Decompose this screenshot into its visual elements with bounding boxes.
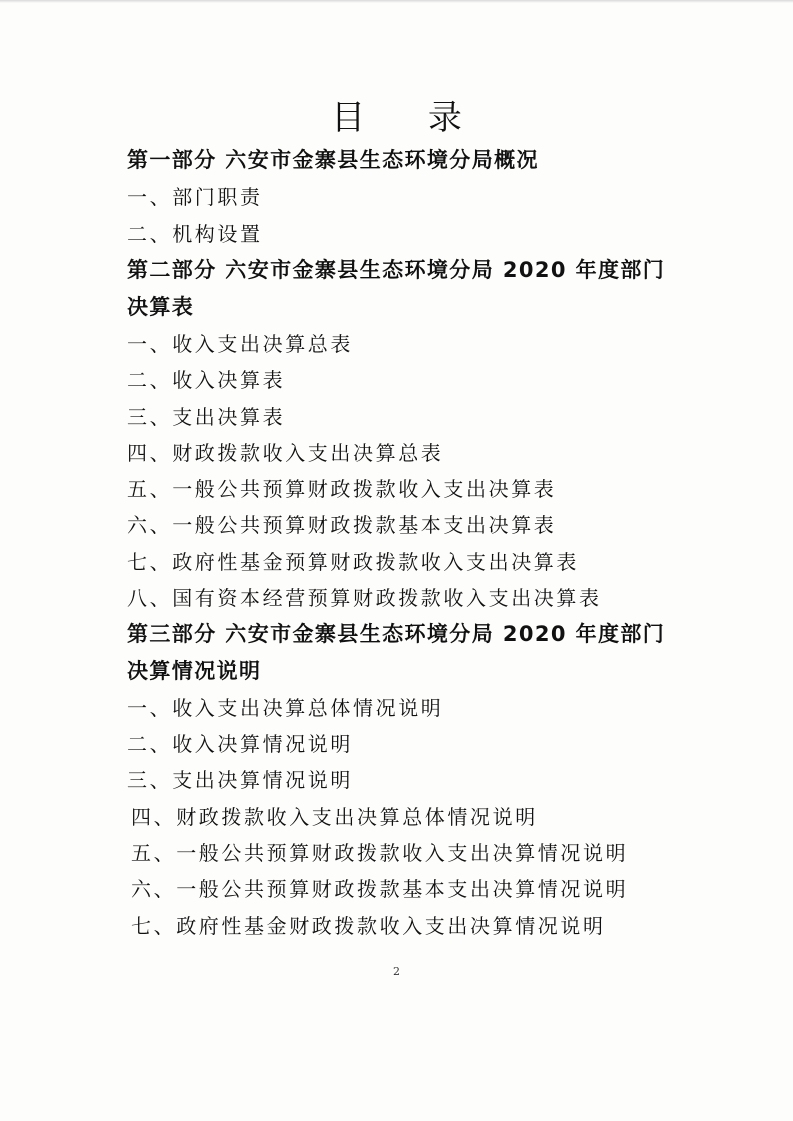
toc-item: 五、一般公共预算财政拨款收入支出决算表 [127, 477, 557, 501]
part-2-heading-continued: 决算表 [127, 295, 195, 319]
page-number: 2 [393, 965, 400, 978]
toc-item: 七、政府性基金财政拨款收入支出决算情况说明 [131, 914, 606, 938]
toc-item: 四、财政拨款收入支出决算总体情况说明 [131, 805, 538, 829]
part-3-heading: 第三部分 六安市金寨县生态环境分局 2020 年度部门 [127, 622, 666, 646]
toc-item: 四、财政拨款收入支出决算总表 [127, 441, 444, 465]
toc-item: 二、收入决算表 [127, 368, 286, 392]
toc-item: 三、支出决算表 [127, 405, 286, 429]
toc-item: 一、部门职责 [127, 185, 263, 209]
page-title: 目 录 [331, 98, 488, 138]
toc-item: 六、一般公共预算财政拨款基本支出决算表 [127, 513, 557, 537]
toc-item: 二、收入决算情况说明 [127, 732, 353, 756]
part-3-heading-continued: 决算情况说明 [127, 659, 262, 683]
part-2-heading: 第二部分 六安市金寨县生态环境分局 2020 年度部门 [127, 258, 666, 282]
toc-item: 五、一般公共预算财政拨款收入支出决算情况说明 [131, 841, 629, 865]
part-1-heading: 第一部分 六安市金寨县生态环境分局概况 [127, 148, 539, 172]
scan-edge [0, 0, 793, 3]
toc-item: 一、收入支出决算总表 [127, 332, 353, 356]
toc-item: 一、收入支出决算总体情况说明 [127, 696, 444, 720]
toc-item: 八、国有资本经营预算财政拨款收入支出决算表 [127, 586, 602, 610]
toc-item: 六、一般公共预算财政拨款基本支出决算情况说明 [131, 877, 629, 901]
toc-item: 二、机构设置 [127, 222, 263, 246]
toc-item: 七、政府性基金预算财政拨款收入支出决算表 [127, 550, 579, 574]
toc-item: 三、支出决算情况说明 [127, 768, 353, 792]
